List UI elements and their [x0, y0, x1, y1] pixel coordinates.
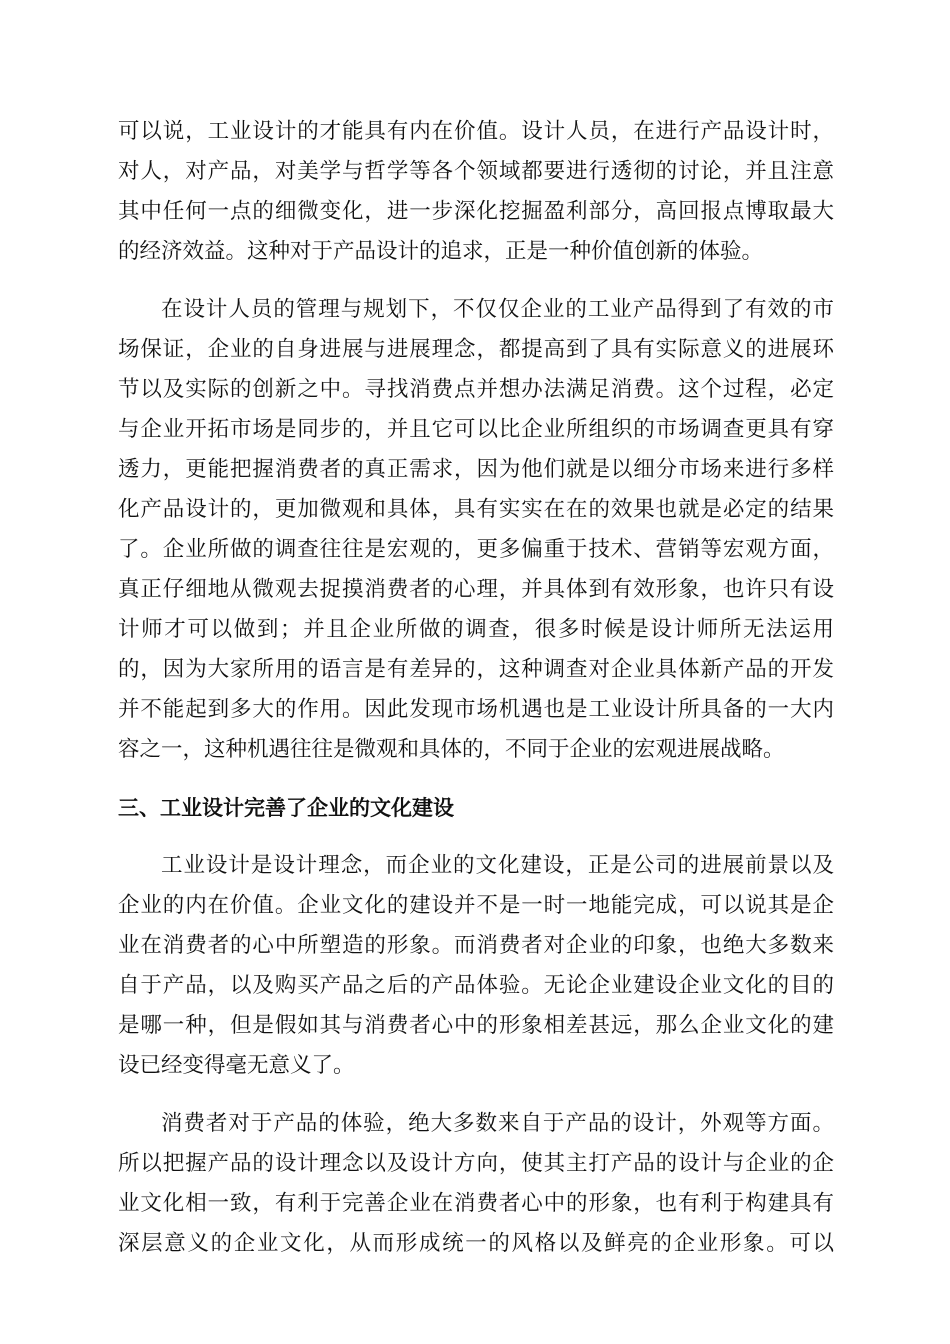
text-line: 深层意义的企业文化，从而形成统一的风格以及鲜亮的企业形象。可以 — [118, 1231, 834, 1256]
text-line: 了。企业所做的调查往往是宏观的，更多偏重于技术、营销等宏观方面， — [118, 537, 834, 562]
body-paragraph-2 — [118, 290, 834, 770]
text-line: 的，因为大家所用的语言是有差异的，这种调查对企业具体新产品的开发 — [118, 657, 834, 682]
text-line: 的经济效益。这种对于产品设计的追求，正是一种价值创新的体验。 — [118, 239, 764, 264]
section-heading: 三、工业设计完善了企业的文化建设 — [118, 796, 454, 820]
text-line: 自于产品，以及购买产品之后的产品体验。无论企业建设企业文化的目的 — [118, 973, 834, 998]
text-line: 其中任何一点的细微变化，进一步深化挖掘盈利部分，高回报点博取最大 — [118, 199, 834, 224]
text-line: 对人，对产品，对美学与哲学等各个领域都要进行透彻的讨论，并且注意 — [118, 159, 834, 184]
text-line: 是哪一种，但是假如其与消费者心中的形象相差甚远，那么企业文化的建 — [118, 1013, 834, 1038]
text-line: 在设计人员的管理与规划下，不仅仅企业的工业产品得到了有效的市 — [161, 297, 834, 322]
text-line: 业在消费者的心中所塑造的形象。而消费者对企业的印象，也绝大多数来 — [118, 933, 834, 958]
text-line: 并不能起到多大的作用。因此发现市场机遇也是工业设计所具备的一大内 — [118, 697, 834, 722]
text-line: 化产品设计的，更加微观和具体，具有实实在在的效果也就是必定的结果 — [118, 497, 834, 522]
text-line: 企业的内在价值。企业文化的建设并不是一时一地能完成，可以说其是企 — [118, 893, 834, 918]
text-line: 工业设计是设计理念，而企业的文化建设，正是公司的进展前景以及 — [161, 853, 834, 878]
body-paragraph-4 — [118, 1104, 834, 1264]
text-line: 设已经变得毫无意义了。 — [118, 1053, 355, 1078]
document-page — [118, 112, 834, 1282]
text-line: 容之一，这种机遇往往是微观和具体的，不同于企业的宏观进展战略。 — [118, 737, 785, 762]
text-line: 业文化相一致，有利于完善企业在消费者心中的形象，也有利于构建具有 — [118, 1191, 834, 1216]
text-line: 计师才可以做到；并且企业所做的调查，很多时候是设计师所无法运用 — [118, 617, 834, 642]
text-line: 与企业开拓市场是同步的，并且它可以比企业所组织的市场调查更具有穿 — [118, 417, 834, 442]
text-line: 透力，更能把握消费者的真正需求，因为他们就是以细分市场来进行多样 — [118, 457, 834, 482]
text-line: 节以及实际的创新之中。寻找消费点并想办法满足消费。这个过程，必定 — [118, 377, 834, 402]
text-line: 消费者对于产品的体验，绝大多数来自于产品的设计，外观等方面。 — [161, 1111, 834, 1136]
text-line: 真正仔细地从微观去捉摸消费者的心理，并具体到有效形象，也许只有设 — [118, 577, 834, 602]
text-line: 可以说，工业设计的才能具有内在价值。设计人员，在进行产品设计时， — [118, 119, 834, 144]
body-paragraph-3 — [118, 846, 834, 1086]
body-paragraph-1 — [118, 112, 834, 272]
text-line: 所以把握产品的设计理念以及设计方向，使其主打产品的设计与企业的企 — [118, 1151, 834, 1176]
text-line: 场保证，企业的自身进展与进展理念，都提高到了具有实际意义的进展环 — [118, 337, 834, 362]
